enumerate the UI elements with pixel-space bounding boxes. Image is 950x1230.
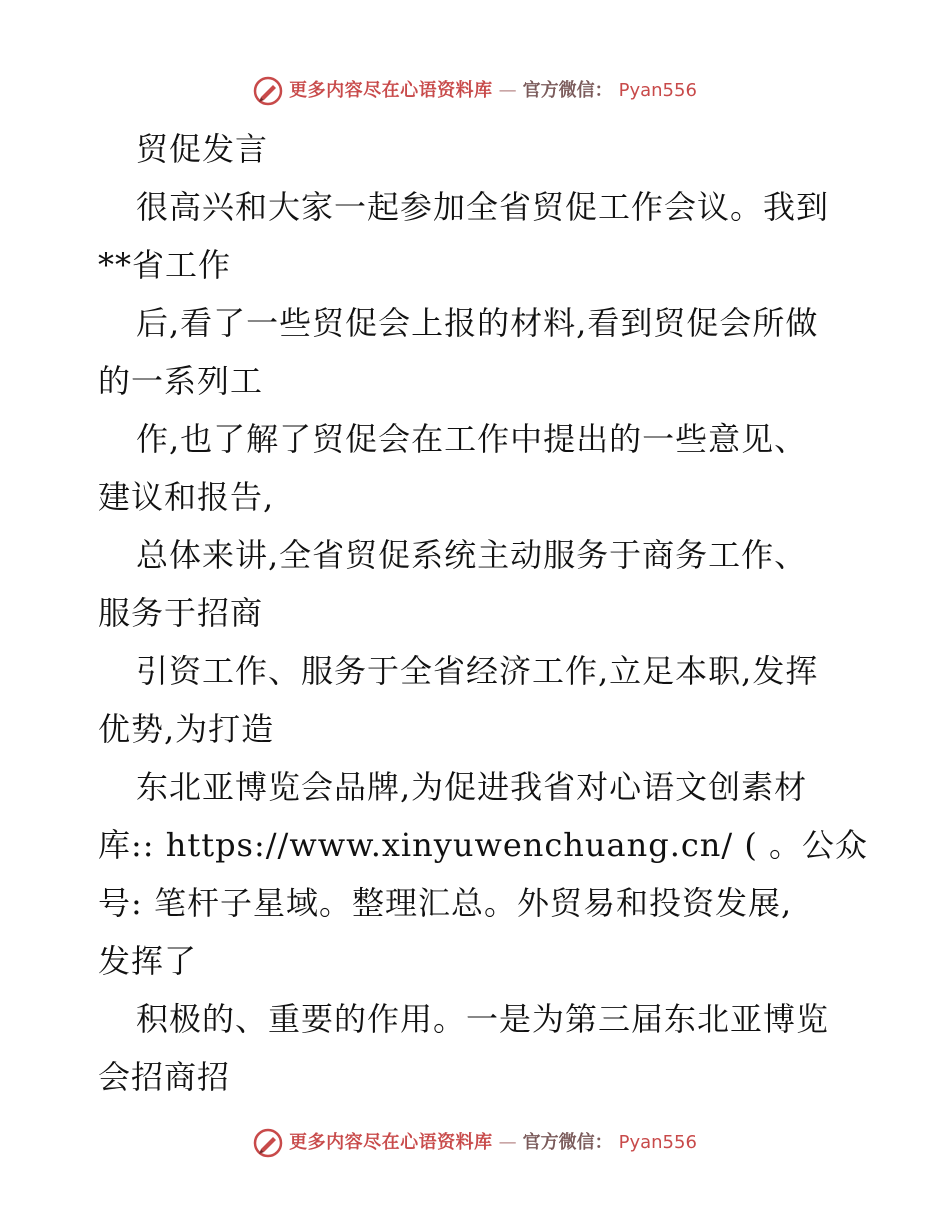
paragraph-line: **省工作 (98, 246, 232, 284)
banner-wechat-label: 官方微信： (522, 80, 613, 101)
banner-wechat-id: Pyan556 (618, 1132, 697, 1153)
paragraph-line: 建议和报告, (98, 478, 275, 516)
document-body (98, 120, 869, 1106)
quill-pen-logo-icon (253, 76, 283, 106)
paragraph-line: 总体来讲,全省贸促系统主动服务于商务工作、 (136, 536, 808, 574)
banner-dash: — (498, 80, 517, 101)
header-watermark-banner (0, 76, 950, 106)
paragraph-line: 很高兴和大家一起参加全省贸促工作会议。我到 (136, 188, 830, 226)
paragraph-line: 作,也了解了贸促会在工作中提出的一些意见、 (136, 420, 808, 458)
paragraph-line: 发挥了 (98, 942, 198, 980)
paragraph-line: 东北亚博览会品牌,为促进我省对心语文创素材 (136, 768, 808, 806)
banner-wechat-id: Pyan556 (618, 80, 697, 101)
banner-main-text: 更多内容尽在心语资料库 (289, 80, 493, 101)
quill-pen-logo-icon (253, 1128, 283, 1158)
paragraph-line: 后,看了一些贸促会上报的材料,看到贸促会所做 (136, 304, 819, 342)
paragraph-line: 的一系列工 (98, 362, 264, 400)
banner-dash: — (498, 1132, 517, 1153)
paragraph-line: 积极的、重要的作用。一是为第三届东北亚博览 (136, 1000, 830, 1038)
document-title: 贸促发言 (136, 130, 269, 168)
paragraph-line: 库:: https://www.xinyuwenchuang.cn/ ( 。公众 (98, 826, 869, 864)
paragraph-line: 号: 笔杆子星域。整理汇总。外贸易和投资发展, (98, 884, 793, 922)
paragraph-line: 服务于招商 (98, 594, 264, 632)
banner-main-text: 更多内容尽在心语资料库 (289, 1132, 493, 1153)
banner-wechat-label: 官方微信： (522, 1132, 613, 1153)
paragraph-line: 会招商招 (98, 1058, 231, 1096)
footer-watermark-banner (0, 1128, 950, 1158)
paragraph-line: 优势,为打造 (98, 710, 275, 748)
paragraph-line: 引资工作、服务于全省经济工作,立足本职,发挥 (136, 652, 819, 690)
